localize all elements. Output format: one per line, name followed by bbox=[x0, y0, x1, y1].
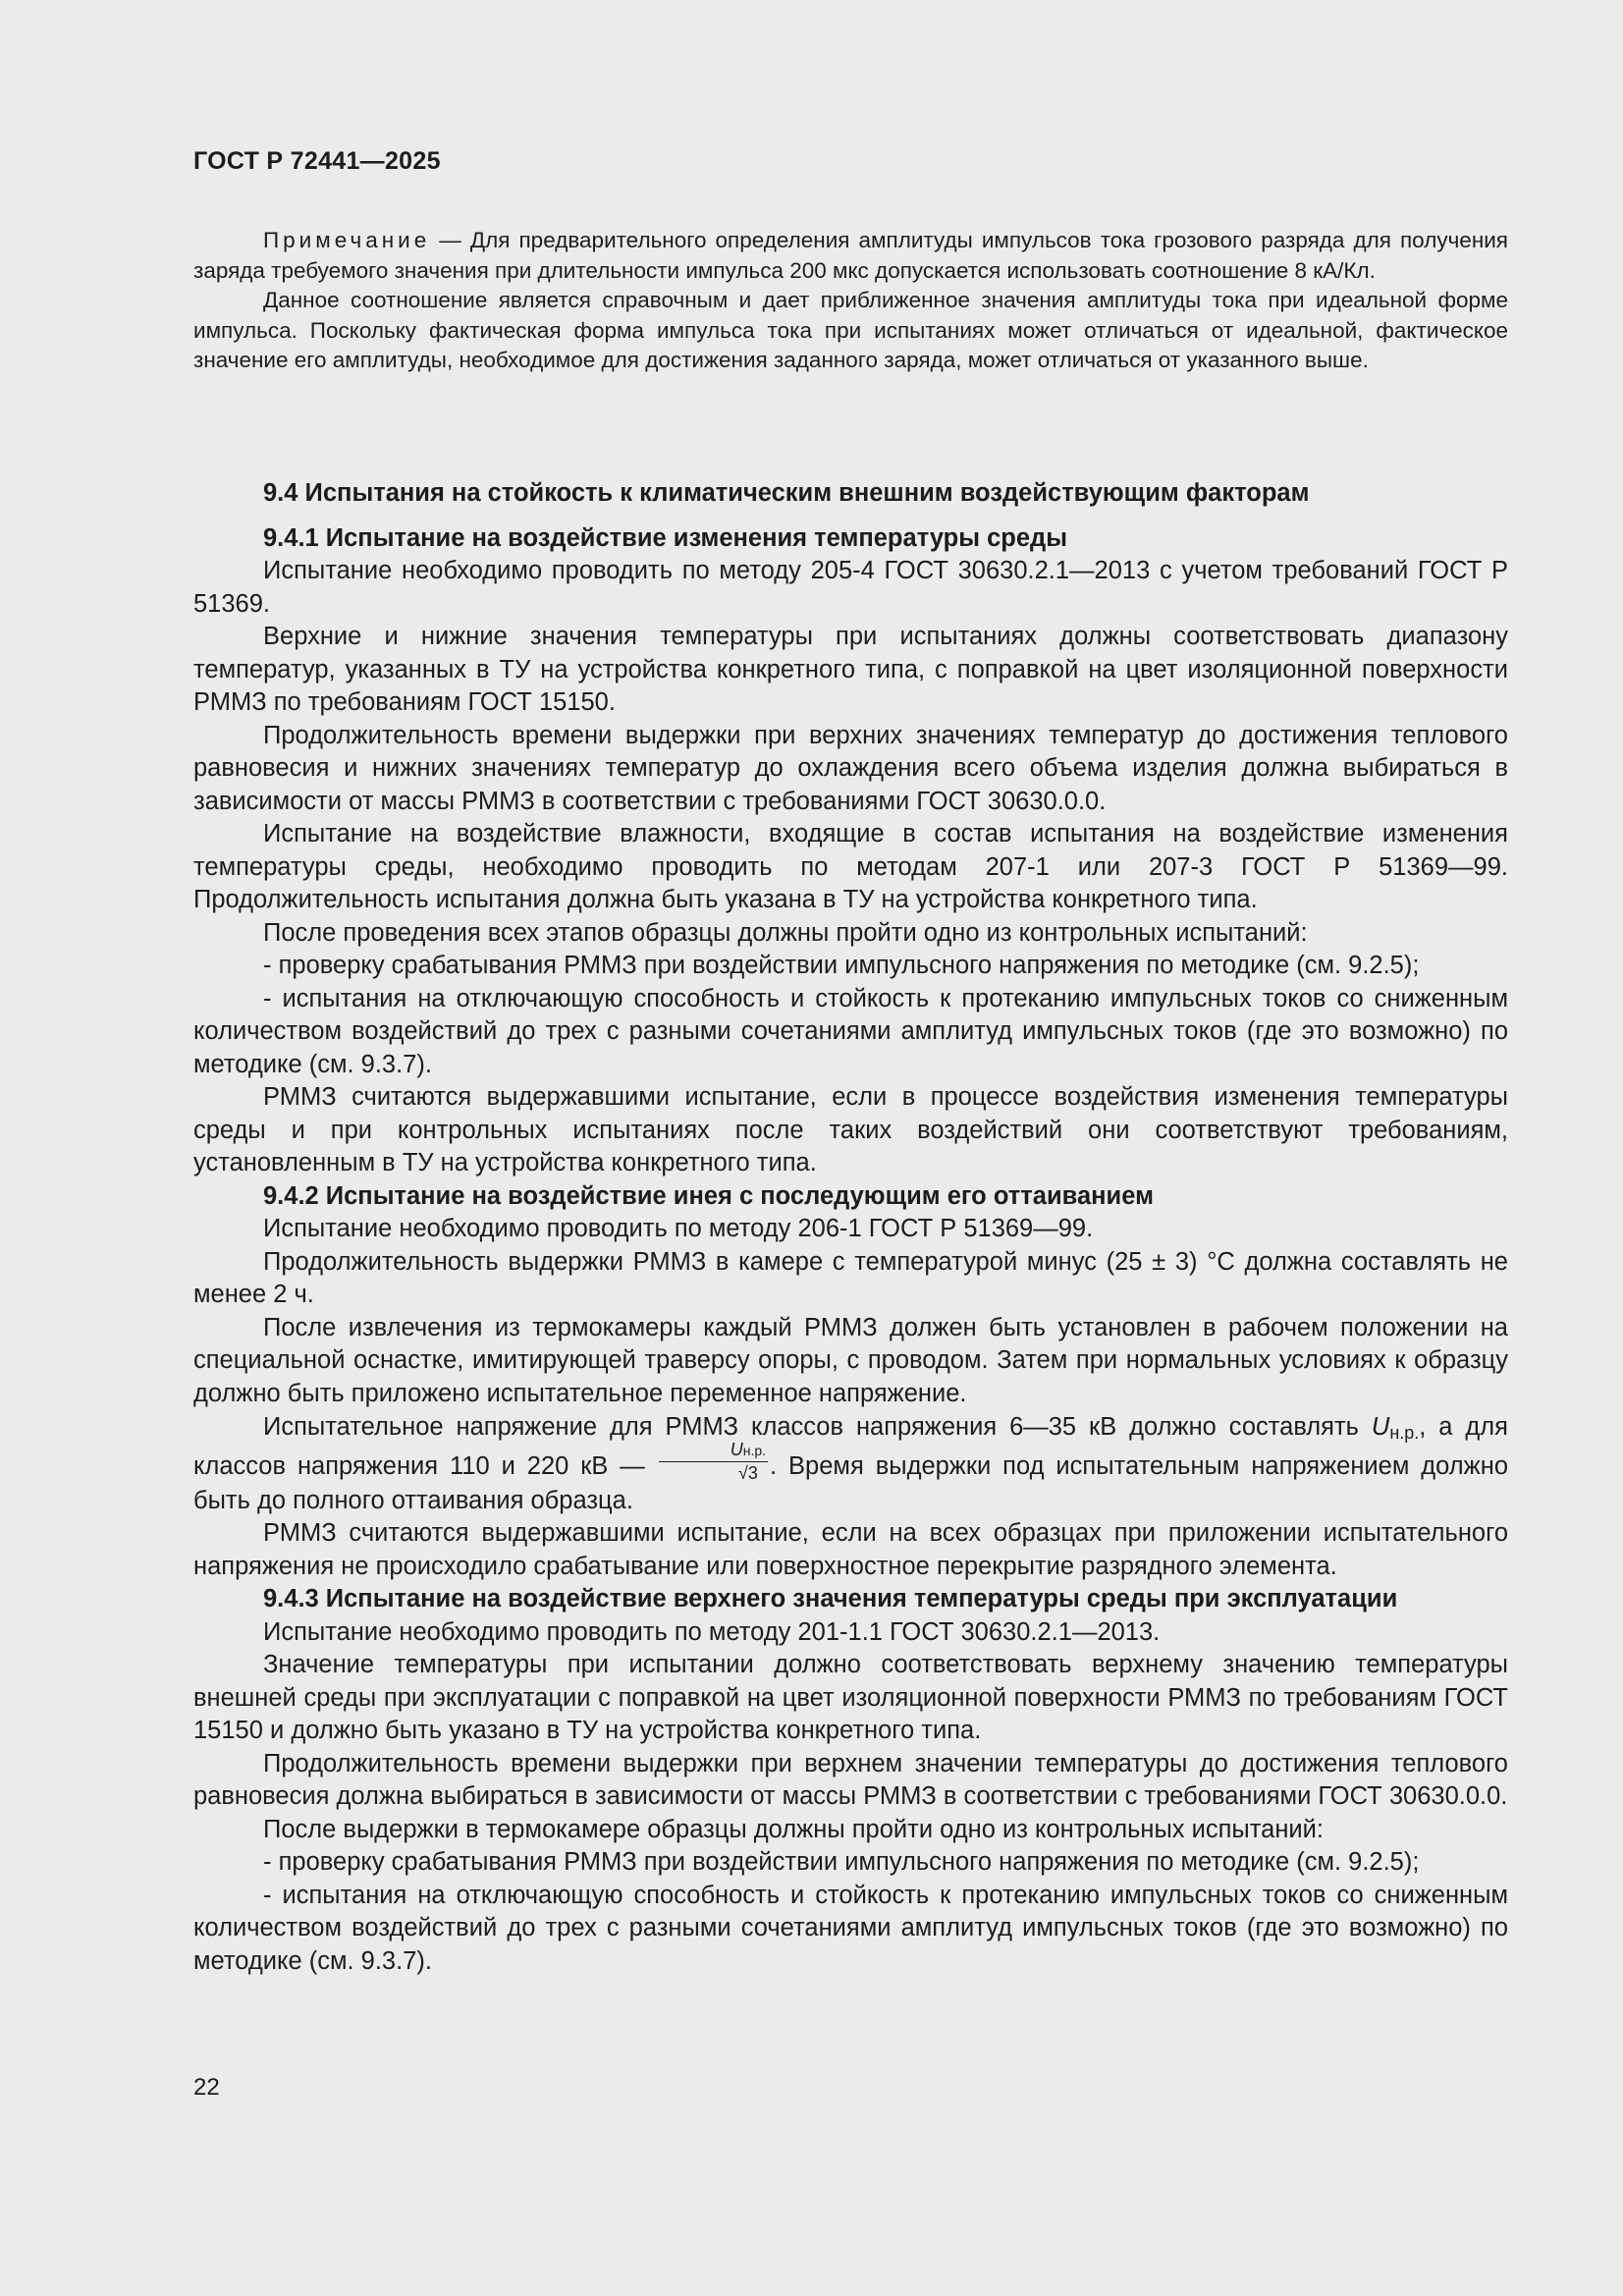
list-item: - испытания на отключающую способность и стойкость к протеканию импульсных токов со сниженным количеством воздействий до трех с разными сочетаниями амплитуд импульсных токов (где это возможно) по методике (см. 9.3.7). bbox=[193, 1881, 1508, 1975]
subsection-heading-9-4-2: 9.4.2 Испытание на воздействие инея с последующим его оттаиванием bbox=[263, 1181, 1154, 1210]
paragraph: Продолжительность времени выдержки при верхнем значении температуры до достижения теплового равновесия должна выбираться в зависимости от массы РММЗ в соответствии с требованиями ГОСТ 30630.0.0. bbox=[193, 1749, 1508, 1811]
paragraph: После извлечения из термокамеры каждый РММЗ должен быть установлен в рабочем положении на специальной оснастке, имитирующей траверсу опоры, с проводом. Затем при нормальных условиях к образцу должно быть приложено испытательное переменное напряжение. bbox=[193, 1313, 1508, 1407]
list-item: - проверку срабатывания РММЗ при воздействии импульсного напряжения по методике (см. 9.2.5); bbox=[263, 952, 1420, 979]
paragraph: Верхние и нижние значения температуры при испытаниях должны соответствовать диапазону температур, указанных в ТУ на устройства конкретного типа, с поправкой на цвет изоляционной поверхности РММЗ по требованиям ГОСТ 15150. bbox=[193, 623, 1508, 716]
numerator-subscript: н.р. bbox=[742, 1443, 767, 1459]
fraction-denominator: √3 bbox=[737, 1463, 758, 1484]
paragraph: РММЗ считаются выдержавшими испытание, если на всех образцах при приложении испытательного напряжения не происходило срабатывание или поверхностное перекрытие разрядного элемента. bbox=[193, 1519, 1508, 1580]
paragraph: Испытание необходимо проводить по методу 205-4 ГОСТ 30630.2.1—2013 с учетом требований ГОСТ Р 51369. bbox=[193, 557, 1508, 618]
voltage-fraction bbox=[659, 1439, 768, 1484]
paragraph: Испытание на воздействие влажности, входящие в состав испытания на воздействие изменения температуры среды, необходимо проводить по методам 207-1 или 207-3 ГОСТ Р 51369—99. Продолжительность испытания должна быть указана в ТУ на устройства конкретного типа. bbox=[193, 820, 1508, 913]
note-block bbox=[193, 226, 1508, 376]
fraction-numerator bbox=[659, 1439, 768, 1462]
paragraph: Продолжительность времени выдержки при верхних значениях температур до достижения теплового равновесия и нижних значениях температур до охлаждения всего объема изделия должна выбираться в зависимости от массы РММЗ в соответствии с требованиями ГОСТ 30630.0.0. bbox=[193, 721, 1508, 815]
paragraph: Испытание необходимо проводить по методу 206-1 ГОСТ Р 51369—99. bbox=[263, 1215, 1094, 1242]
subsection-heading-9-4-3: 9.4.3 Испытание на воздействие верхнего значения температуры среды при эксплуатации bbox=[263, 1585, 1398, 1613]
numerator-symbol: U bbox=[730, 1440, 743, 1460]
page-number: 22 bbox=[193, 2074, 220, 2101]
list-item: - испытания на отключающую способность и стойкость к протеканию импульсных токов со сниженным количеством воздействий до трех с разными сочетаниями амплитуд импульсных токов (где это возможно) по методике (см. 9.3.7). bbox=[193, 984, 1508, 1078]
voltage-subscript: н.р. bbox=[1389, 1423, 1420, 1443]
note-paragraph-1 bbox=[193, 226, 1508, 286]
paragraph: Испытание необходимо проводить по методу 201-1.1 ГОСТ 30630.2.1—2013. bbox=[263, 1617, 1161, 1646]
main-content bbox=[193, 477, 1508, 1995]
subsection-heading-9-4-1: 9.4.1 Испытание на воздействие изменения температуры среды bbox=[263, 523, 1068, 552]
paragraph: После выдержки в термокамере образцы должны пройти одно из контрольных испытаний: bbox=[263, 1815, 1324, 1843]
page-header-doc-code: ГОСТ Р 72441—2025 bbox=[193, 147, 441, 175]
subsection-9-4-3 bbox=[193, 1583, 1508, 1978]
paragraph: Продолжительность выдержки РММЗ в камере с температурой минус (25 ± 3) °С должна составлять не менее 2 ч. bbox=[193, 1247, 1508, 1308]
note-text-1: Для предварительного определения амплитуды импульсов тока грозового разряда для получения заряда требуемого значения при длительности импульса 200 мкс допускается использовать соотношение 8 кА/Кл. bbox=[193, 228, 1508, 283]
paragraph: После проведения всех этапов образцы должны пройти одно из контрольных испытаний: bbox=[263, 918, 1308, 947]
voltage-symbol-letter: U bbox=[1371, 1413, 1390, 1441]
paragraph: Значение температуры при испытании должно соответствовать верхнему значению температуры внешней среды при эксплуатации с поправкой на цвет изоляционной поверхности РММЗ по требованиям ГОСТ 15150 и должно быть указано в ТУ на устройства конкретного типа. bbox=[193, 1651, 1508, 1745]
note-label: Примечание bbox=[263, 228, 431, 252]
subsection-9-4-2 bbox=[193, 1180, 1508, 1584]
formula-text-b: , а для классов напряжения 110 и 220 кВ — bbox=[193, 1413, 1508, 1480]
list-item: - проверку срабатывания РММЗ при воздействии импульсного напряжения по методике (см. 9.2.5); bbox=[263, 1848, 1420, 1877]
subsection-9-4-1 bbox=[193, 522, 1508, 1180]
section-heading-9-4: 9.4 Испытания на стойкость к климатическим внешним воздействующим факторам bbox=[263, 479, 1310, 507]
formula-text-a: Испытательное напряжение для РММЗ классов напряжения 6—35 кВ должно составлять bbox=[263, 1413, 1372, 1441]
voltage-symbol bbox=[1372, 1413, 1419, 1441]
paragraph: РММЗ считаются выдержавшими испытание, если в процессе воздействия изменения температуры среды и при контрольных испытаниях после таких воздействий они соответствуют требованиям, установленным в ТУ на устройства конкретного типа. bbox=[193, 1083, 1508, 1176]
formula-text-c: . Время выдержки под испытательным напряжением должно быть до полного оттаивания образца. bbox=[193, 1452, 1509, 1515]
note-paragraph-2: Данное соотношение является справочным и дает приближенное значения амплитуды тока при идеальной форме импульса. Поскольку фактическая форма импульса тока при испытаниях может отличаться от идеальной, фактическое значение его амплитуды, необходимое для достижения заданного заряда, может отличаться от указанного выше. bbox=[193, 288, 1508, 372]
paragraph-with-formula bbox=[193, 1410, 1508, 1517]
note-dash: — bbox=[430, 228, 470, 252]
